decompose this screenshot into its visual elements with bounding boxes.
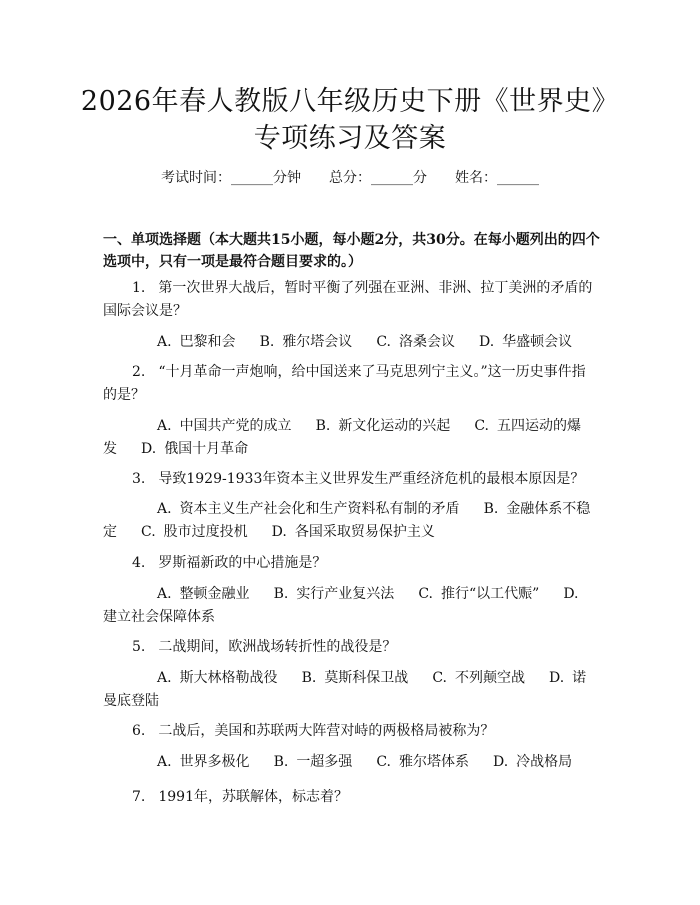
option-b: B. 莫斯科保卫战	[301, 670, 409, 686]
option-a: A. 整顿金融业	[157, 586, 250, 602]
question-text: 第一次世界大战后，暂时平衡了列强在亚洲、非洲、拉丁美洲的矛盾的国际会议是？	[103, 280, 593, 319]
option-c: C. 洛桑会议	[376, 334, 455, 350]
option-d: D. 各国采取贸易保护主义	[271, 524, 435, 540]
question-text: 罗斯福新政的中心措施是？	[158, 555, 327, 571]
option-a: A. 中国共产党的成立	[157, 418, 292, 434]
document-title-line2: 专项练习及答案	[253, 123, 447, 154]
option-c: C. 股市过度投机	[141, 524, 248, 540]
option-a: A. 斯大林格勒战役	[157, 670, 278, 686]
question-number: 4.	[132, 555, 146, 571]
question-3-options	[103, 498, 593, 544]
option-a: A. 世界多极化	[157, 754, 250, 770]
question-1	[103, 277, 593, 323]
option-c: C. 推行“以工代赈”	[418, 586, 540, 602]
question-text: 导致1929-1933年资本主义世界发生严重经济危机的最根本原因是？	[158, 471, 585, 487]
question-number: 7.	[132, 789, 146, 805]
question-4-options	[103, 583, 593, 629]
question-number: 3.	[132, 471, 146, 487]
question-2-options	[103, 415, 593, 461]
question-number: 1.	[132, 280, 146, 296]
option-b: B. 新文化运动的兴起	[315, 418, 451, 434]
document-title-line1: 2026年春人教版八年级历史下册《世界史》	[80, 86, 620, 117]
question-7	[103, 786, 593, 809]
option-c: C. 五四运动的爆发	[103, 418, 581, 457]
option-a: A. 资本主义生产社会化和生产资料私有制的矛盾	[157, 501, 460, 517]
question-5-options	[103, 667, 593, 713]
option-b: B. 实行产业复兴法	[273, 586, 395, 602]
question-number: 6.	[132, 723, 146, 739]
question-6-options	[103, 751, 593, 774]
option-b: B. 雅尔塔会议	[259, 334, 353, 350]
question-4	[103, 552, 593, 575]
exam-info-line: 考试时间：______分钟 总分：______分 姓名：______	[161, 170, 539, 186]
option-a: A. 巴黎和会	[157, 334, 236, 350]
question-text: 二战期间，欧洲战场转折性的战役是？	[158, 639, 397, 655]
section-heading: 一、单项选择题（本大题共15小题，每小题2分，共30分。在每小题列出的四个选项中，只有一项是最符合题目要求的。）	[103, 232, 600, 270]
option-d: D. 冷战格局	[492, 754, 573, 770]
question-text: 二战后，美国和苏联两大阵营对峙的两极格局被称为？	[158, 723, 495, 739]
question-5	[103, 636, 593, 659]
option-b: B. 金融体系不稳定	[103, 501, 591, 540]
option-d: D.建立社会保障体系	[103, 586, 579, 625]
question-text: 1991年，苏联解体，标志着？	[158, 789, 348, 805]
question-2	[103, 361, 593, 407]
option-d: D. 诺曼底登陆	[103, 670, 587, 709]
question-number: 2.	[132, 364, 146, 380]
question-1-options	[103, 331, 593, 354]
option-b: B. 一超多强	[273, 754, 353, 770]
option-d: D. 俄国十月革命	[141, 441, 249, 457]
question-6	[103, 720, 593, 743]
question-3	[103, 468, 593, 491]
option-d: D. 华盛顿会议	[478, 334, 573, 350]
question-text: “十月革命一声炮响，给中国送来了马克思列宁主义。”这一历史事件指的是？	[103, 364, 586, 403]
option-c: C. 不列颠空战	[432, 670, 525, 686]
question-number: 5.	[132, 639, 146, 655]
option-c: C. 雅尔塔体系	[376, 754, 469, 770]
